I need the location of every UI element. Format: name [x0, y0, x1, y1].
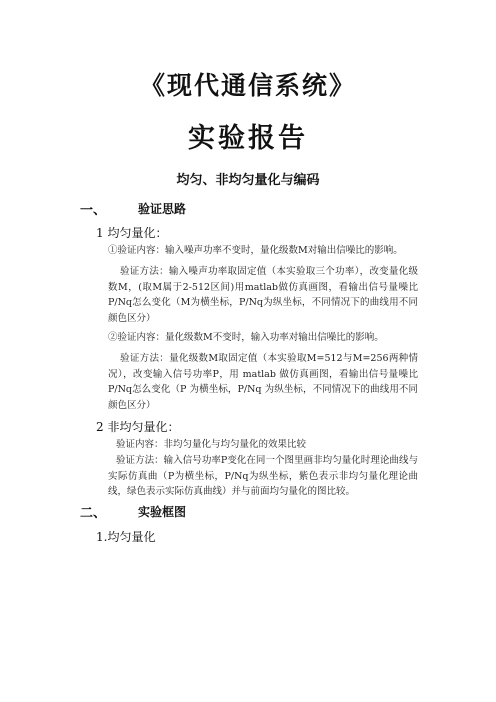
section-2-number: 二、 — [80, 506, 107, 521]
nonuniform-content: 验证内容：非均匀量化与均匀量化的效果比较 — [116, 439, 307, 450]
report-title: 实验报告 — [188, 123, 308, 154]
section-2-title: 实验框图 — [138, 505, 187, 519]
uniform-item2-content: ②验证内容：量化级数M不变时，输入功率对输出信噪比的影响。 — [108, 332, 384, 343]
nonuniform-method: 验证方法：输入信号功率P变化在同一个图里画非均匀量化时理论曲线与实际仿真曲（P为横坐标，P/Nq为纵坐标，紫色表示非均匀量化理论曲线，绿色表示实际仿真曲线）并与前面均匀量化的图比较。 — [108, 455, 418, 497]
block-diagram-item-1: 1.均匀量化 — [96, 530, 156, 544]
uniform-quantization-heading: 1 均匀量化： — [96, 226, 168, 240]
section-1-number: 一、 — [80, 203, 107, 218]
section-1-title: 验证思路 — [138, 202, 187, 216]
uniform-item2-method: 验证方法：量化级数M取固定值（本实验取M=512与M=256两种情况），改变输入信号功率P，用 matlab 做仿真画图，看输出信号量噪比 P/Nq怎么变化（P 为横坐标，P/Nq 为纵坐标，不同情况下的曲线用不同颜色区分） — [108, 353, 418, 411]
uniform-item1-method: 验证方法：输入噪声功率取固定值（本实验取三个功率），改变量化级数M，(取M属于2-512区间)用matlab做仿真画图，看输出信号量噪比P/Nq怎么变化（M为横坐标，P/Nq为纵坐标，不同情况下的曲线用不同颜色区分） — [108, 266, 418, 324]
uniform-item1-content: ①验证内容：输入噪声功率不变时，量化级数M对输出信噪比的影响。 — [108, 245, 403, 256]
course-title: 《现代通信系统》 — [139, 71, 356, 100]
nonuniform-quantization-heading: 2 非均匀量化： — [96, 420, 180, 434]
experiment-topic: 均匀、非均匀量化与编码 — [176, 173, 320, 188]
